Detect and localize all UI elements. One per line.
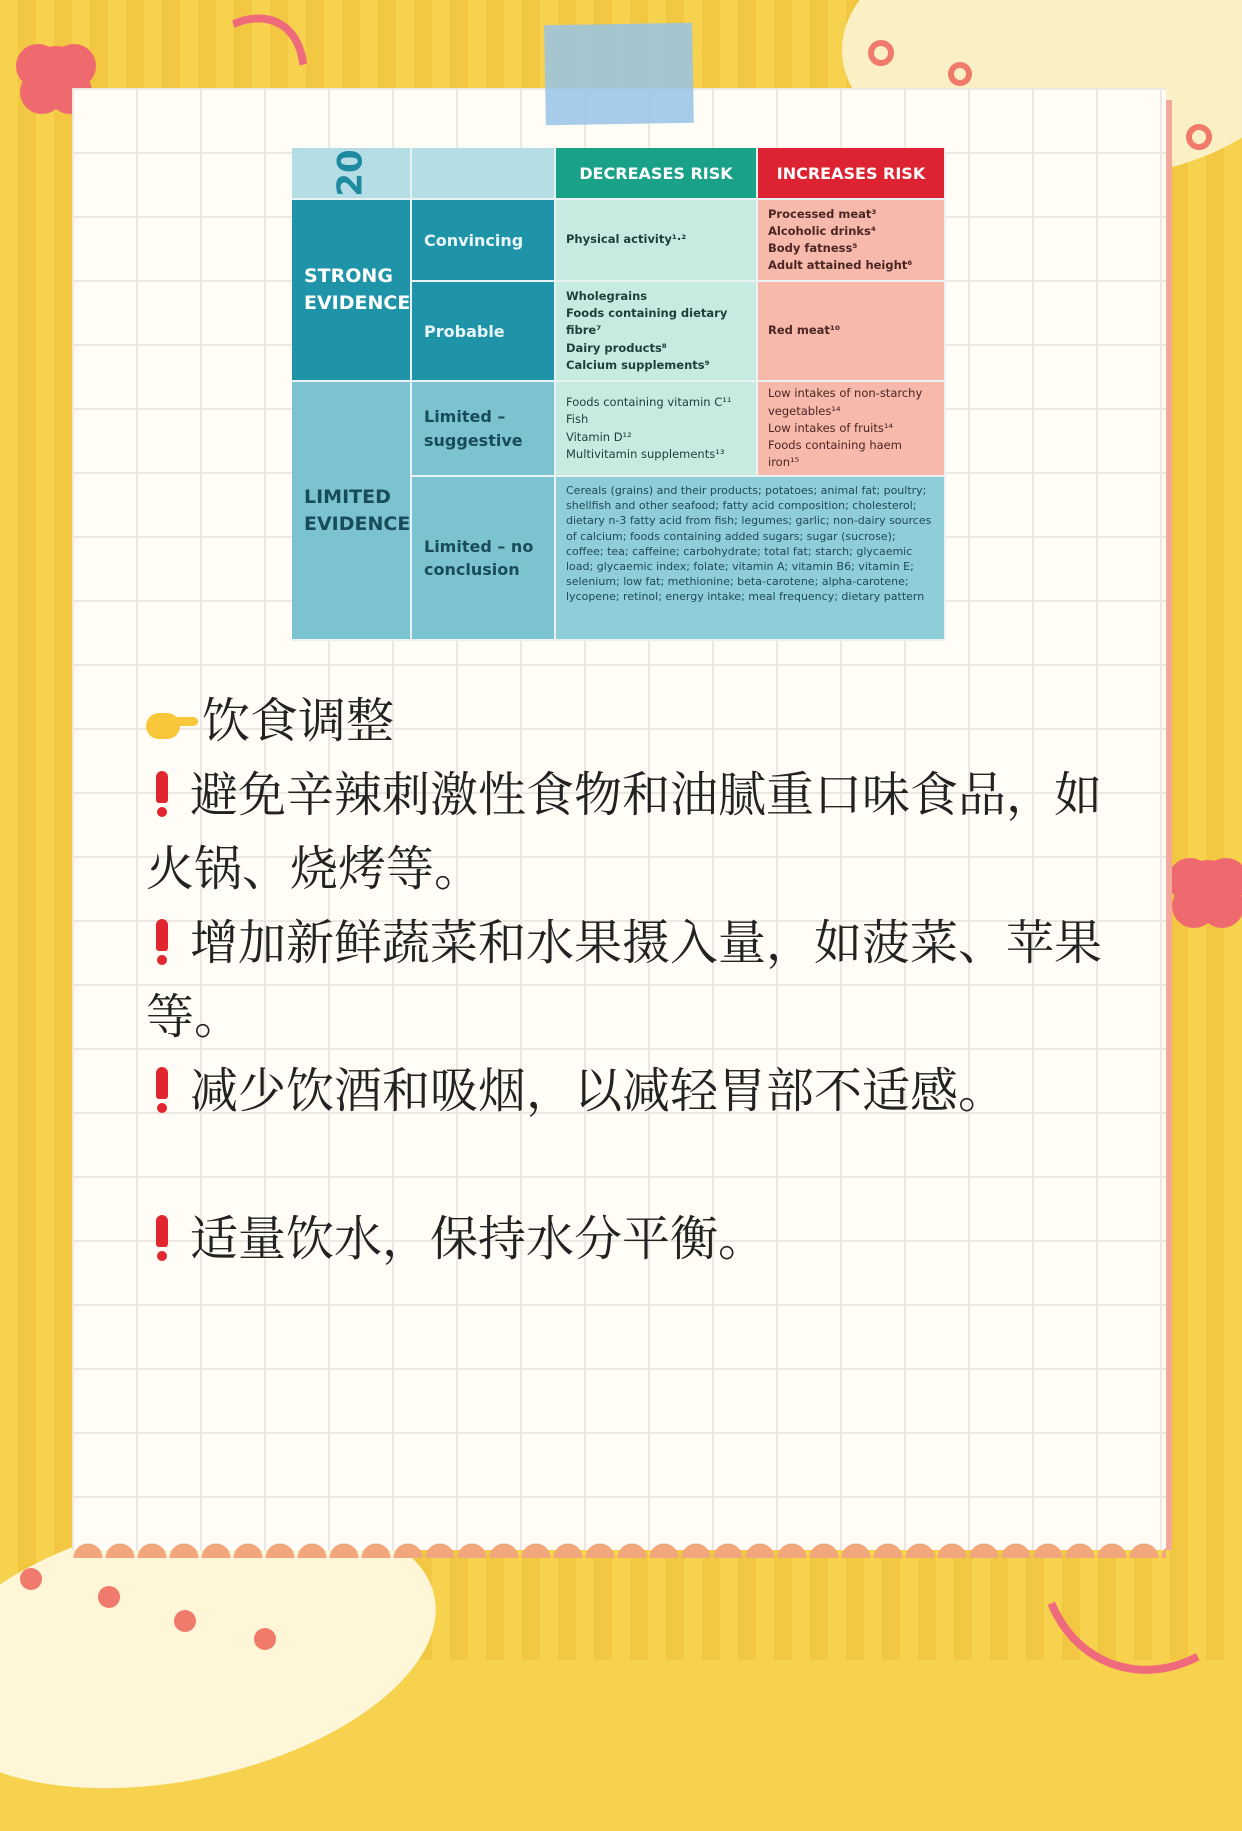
note-text: 增加新鲜蔬菜和水果摄入量，如菠菜、苹果等。 [146, 915, 1103, 1045]
list-item: Dairy products⁸ [566, 340, 667, 355]
table-blank-header [412, 148, 556, 200]
decreases-risk-header: DECREASES RISK [556, 148, 758, 200]
no-conclusion-cell: Cereals (grains) and their products; potatoes; animal fat; poultry; shellfish and other seafood; fatty acid composition; cholesterol; dietary n-3 fatty acid from fish; legumes; garlic; non-dairy sources of calcium; foods containing added sugars; sugar (sucrose); coffee; tea; caffeine; carbohydrate; total fat; starch; glycaemic load; glycaemic index; folate; vitamin A; vitamin B6; vitamin E; selenium; low fat; methionine; beta-carotene; alpha-carotene; lycopene; retinol; energy intake; meal frequency; dietary pattern [556, 477, 946, 641]
dot-decoration [174, 1610, 196, 1632]
diet-notes [146, 684, 1136, 1276]
table-corner: 20 [292, 148, 412, 200]
list-item: Low intakes of non-starchy vegetables¹⁴ [768, 386, 923, 418]
dot-decoration [98, 1586, 120, 1608]
note-item [146, 1054, 1136, 1128]
list-item: Wholegrains [566, 288, 648, 303]
list-item: Physical activity¹·² [566, 232, 687, 247]
list-item: Processed meat³ [768, 206, 877, 221]
pointing-hand-icon [146, 703, 198, 739]
list-item: Foods containing haem iron¹⁵ [768, 438, 902, 470]
list-item: Foods containing vitamin C¹¹ [566, 395, 732, 409]
dot-decoration [868, 40, 894, 66]
dot-decoration [1186, 124, 1212, 150]
note-item [146, 1202, 1136, 1276]
flower-decoration [1180, 860, 1236, 916]
exclamation-icon [156, 919, 168, 963]
notes-heading-line [146, 684, 1136, 758]
tape-decoration [544, 23, 694, 126]
evidence-table [292, 148, 946, 641]
note-text: 减少饮酒和吸烟，以减轻胃部不适感。 [190, 1063, 1007, 1119]
list-item: Alcoholic drinks⁴ [768, 223, 876, 238]
list-item: Adult attained height⁶ [768, 258, 913, 273]
probable-decreases-cell [556, 282, 758, 382]
list-item: Calcium supplements⁹ [566, 357, 710, 372]
level-convincing: Convincing [412, 200, 556, 282]
exclamation-icon [156, 1067, 168, 1111]
strong-evidence-label: STRONG EVIDENCE [292, 200, 412, 382]
suggestive-decreases-cell [556, 382, 758, 477]
increases-risk-header: INCREASES RISK [758, 148, 946, 200]
note-item [146, 758, 1136, 906]
dot-decoration [20, 1568, 42, 1590]
spacer [146, 1128, 1136, 1202]
list-item: Vitamin D¹² [566, 429, 632, 444]
dot-decoration [948, 62, 972, 86]
exclamation-icon [156, 1215, 168, 1259]
convincing-increases-cell [758, 200, 946, 282]
exclamation-icon [156, 771, 168, 815]
note-text: 适量饮水，保持水分平衡。 [190, 1211, 767, 1267]
list-item: Body fatness⁵ [768, 241, 858, 255]
list-item: Fish [566, 412, 589, 427]
scallop-border [72, 1518, 1166, 1558]
convincing-decreases-cell [556, 200, 758, 282]
list-item: Red meat¹⁰ [768, 323, 841, 338]
level-probable: Probable [412, 282, 556, 382]
probable-increases-cell [758, 282, 946, 382]
notes-heading: 饮食调整 [202, 693, 395, 749]
suggestive-increases-cell [758, 382, 946, 477]
note-text: 避免辛辣刺激性食物和油腻重口味食品，如火锅、烧烤等。 [146, 767, 1103, 897]
note-item [146, 906, 1136, 1054]
limited-evidence-label: LIMITED EVIDENCE [292, 382, 412, 641]
level-limited-no-conclusion: Limited – no conclusion [412, 477, 556, 641]
dot-decoration [254, 1628, 276, 1650]
level-limited-suggestive: Limited – suggestive [412, 382, 556, 477]
list-item: Low intakes of fruits¹⁴ [768, 420, 894, 435]
list-item: Foods containing dietary fibre⁷ [566, 306, 728, 338]
list-item: Multivitamin supplements¹³ [566, 446, 725, 461]
